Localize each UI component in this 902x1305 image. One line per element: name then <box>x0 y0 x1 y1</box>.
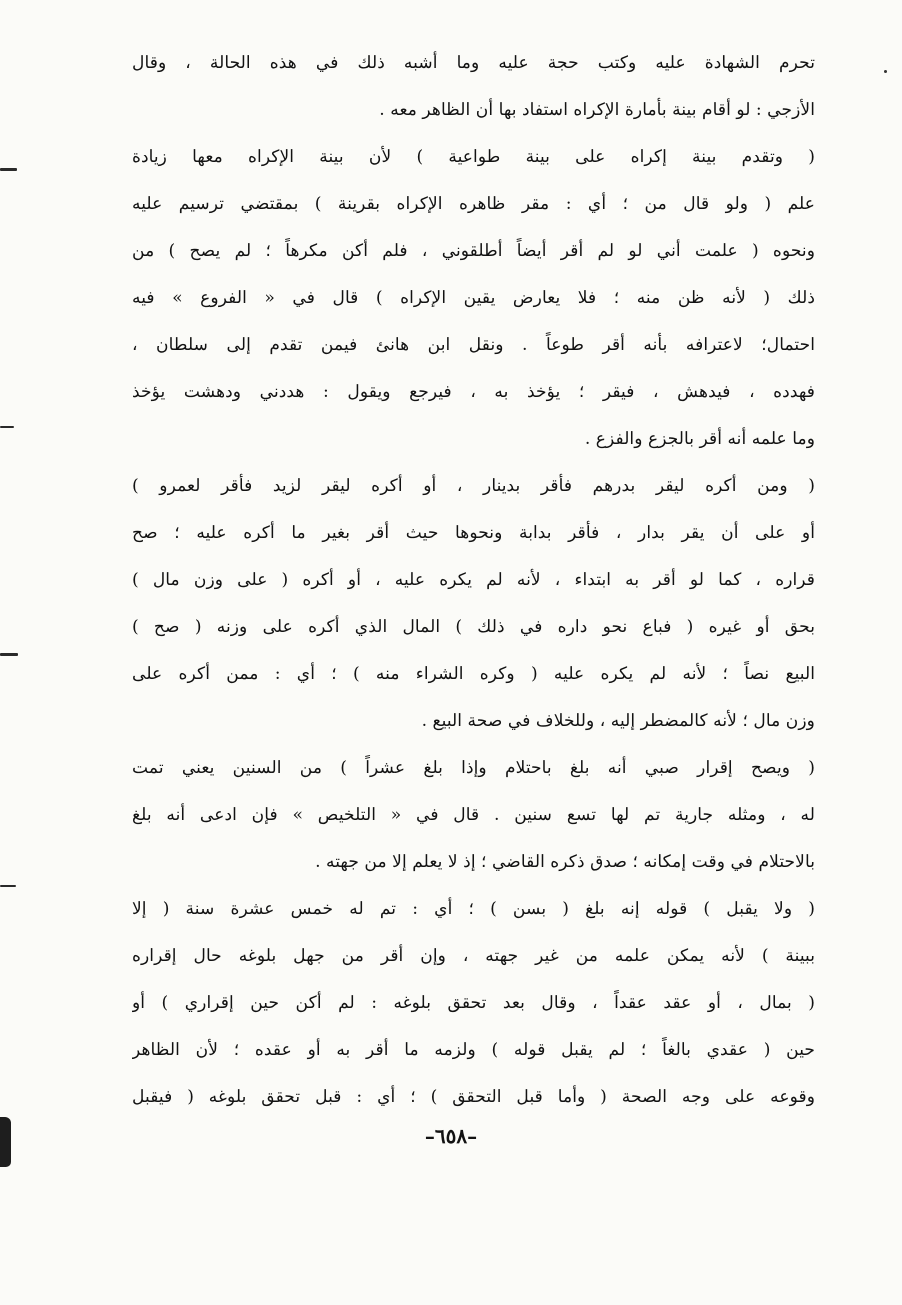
text-line: ذلك ( لأنه ظن منه ؛ فلا يعارض يقين الإكراه ) قال في « الفروع » فيه <box>132 288 815 308</box>
text-line: الأزجي : لو أقام بينة بأمارة الإكراه استفاد بها أن الظاهر معه . <box>379 100 815 120</box>
text-line: ( وتقدم بينة إكراه على بينة طواعية ) لأن بينة الإكراه معها زيادة <box>132 147 815 167</box>
text-line: ( ويصح إقرار صبي أنه بلغ باحتلام وإذا بلغ عشراً ) من السنين يعني تمت <box>132 758 815 778</box>
text-line: له ، ومثله جارية تم لها تسع سنين . قال في « التلخيص » فإن ادعى أنه بلغ <box>132 805 815 825</box>
text-line: بحق أو غيره ( فباع نحو داره في ذلك ) المال الذي أكره على وزنه ( صح ) <box>132 617 815 637</box>
text-line: فهدده ، فيدهش ، فيقر ؛ يؤخذ به ، فيرجع ويقول : هددني ودهشت يؤخذ <box>132 382 815 402</box>
text-line: ( ولا يقبل ) قوله إنه بلغ ( بسن ) ؛ أي : تم له خمس عشرة سنة ( إلا <box>132 899 815 919</box>
text-line: أو على أن يقر بدار ، فأقر بدابة ونحوها حيث أقر بغير ما أكره عليه ؛ صح <box>132 523 815 543</box>
text-line: حين ( عقدي بالغاً ؛ لم يقبل قوله ) ولزمه ما أقر به أو عقده ؛ لأن الظاهر <box>132 1040 815 1060</box>
ink-speck <box>884 70 887 73</box>
text-line: ( ومن أكره ليقر بدرهم فأقر بدينار ، أو أكره ليقر لزيد فأقر لعمرو ) <box>132 476 815 496</box>
text-line: بالاحتلام في وقت إمكانه ؛ صدق ذكره القاضي ؛ إذ لا يعلم إلا من جهته . <box>315 852 815 872</box>
text-line: احتمال؛ لاعترافه بأنه أقر طوعاً . ونقل ابن هانئ فيمن تقدم إلى سلطان ، <box>132 335 815 355</box>
text-line: تحرم الشهادة عليه وكتب حجة عليه وما أشبه ذلك في هذه الحالة ، وقال <box>132 53 815 73</box>
text-line: البيع نصاً ؛ لأنه لم يكره عليه ( وكره الشراء منه ) ؛ أي : ممن أكره على <box>132 664 815 684</box>
left-edge-mark <box>0 653 18 656</box>
text-line: وما علمه أنه أقر بالجزع والفزع . <box>584 429 815 449</box>
left-edge-mark <box>0 885 16 887</box>
text-line: ببينة ) لأنه يمكن علمه من غير جهته ، وإن أقر من جهل بلوغه حال إقراره <box>132 946 815 966</box>
text-line: علم ( ولو قال من ؛ أي : مقر ظاهره الإكراه بقرينة ) بمقتضي ترسيم عليه <box>132 194 815 214</box>
text-line: ونحوه ( علمت أني لو لم أقر أيضاً أطلقوني ، فلم أكن مكرهاً ؛ لم يصح ) من <box>132 241 815 261</box>
left-edge-mark <box>0 168 17 171</box>
body-text <box>132 40 815 1121</box>
text-line: وزن مال ؛ لأنه كالمضطر إليه ، وللخلاف في صحة البيع . <box>421 711 815 731</box>
text-line: ( بمال ، أو عقد عقداً ، وقال بعد تحقق بلوغه : لم أكن حين إقراري ) أو <box>132 993 815 1013</box>
text-line: وقوعه على وجه الصحة ( وأما قبل التحقق ) ؛ أي : قبل تحقق بلوغه ( فيقبل <box>132 1087 815 1107</box>
page-number: –٦٥٨– <box>424 1124 478 1148</box>
text-line: قراره ، كما لو أقر به ابتداء ، لأنه لم يكره عليه ، أو أكره ( على وزن مال ) <box>132 570 815 590</box>
left-edge-mark <box>0 426 14 428</box>
